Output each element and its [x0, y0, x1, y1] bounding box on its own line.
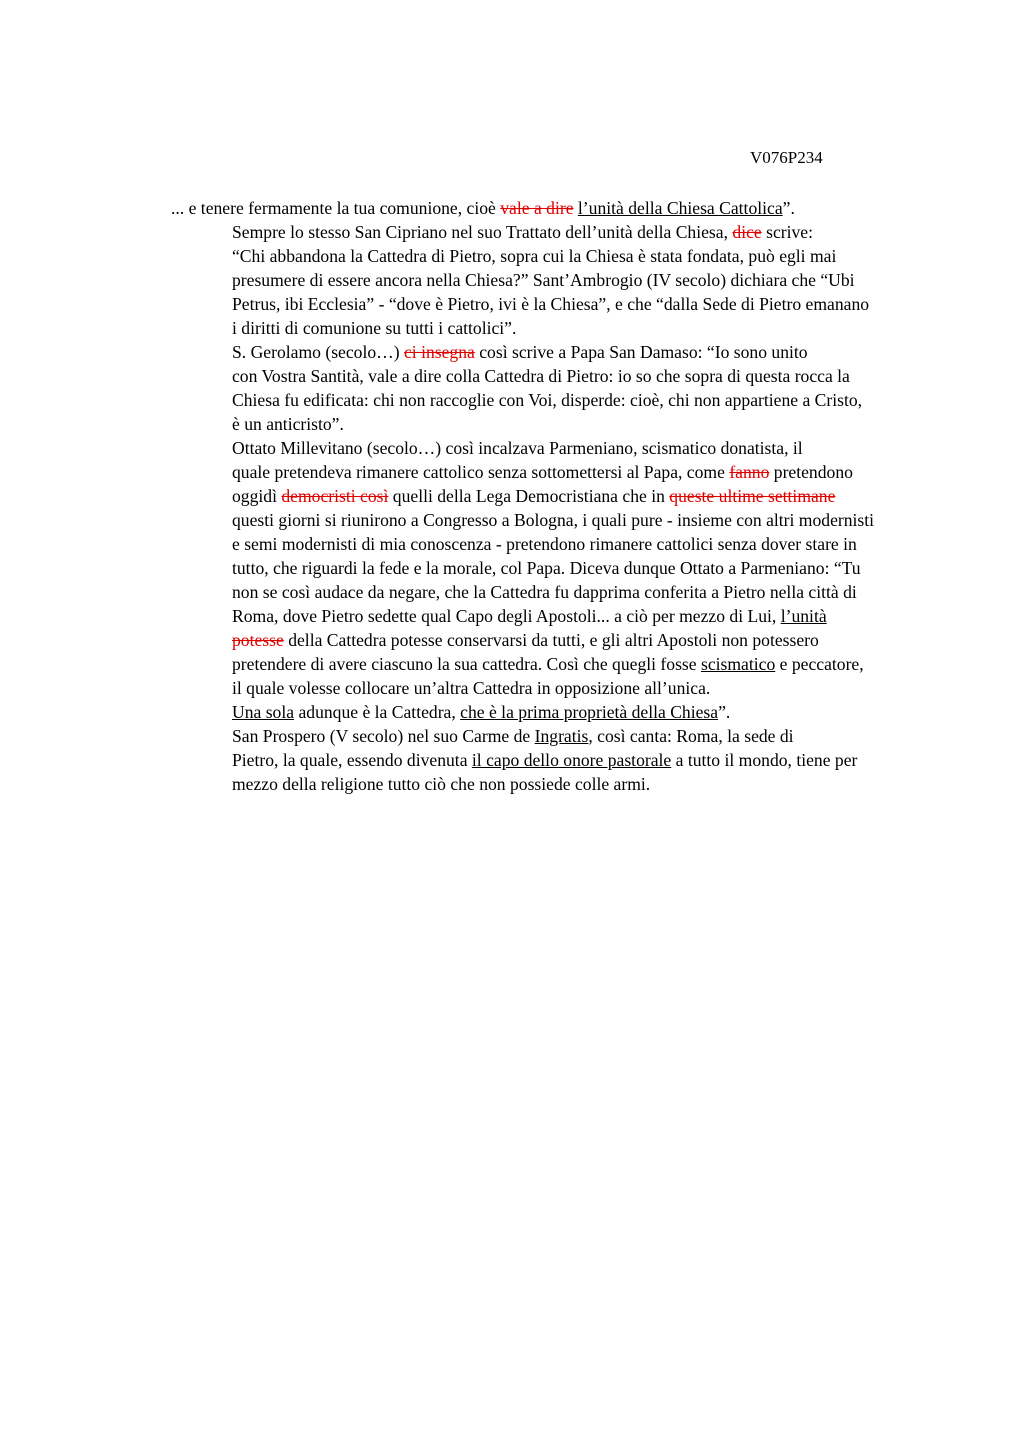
- text-run: “Chi abbandona la Cattedra di Pietro, sopra cui la Chiesa è stata fondata, può egli mai: [232, 246, 837, 266]
- text-line: [171, 748, 931, 772]
- text-run: Chiesa fu edificata: chi non raccoglie con Voi, disperde: cioè, chi non appartiene a Cristo,: [232, 390, 863, 410]
- text-line: [171, 772, 931, 796]
- text-line: [171, 196, 931, 220]
- text-run: presumere di essere ancora nella Chiesa?” Sant’Ambrogio (IV secolo) dichiara che “Ubi: [232, 270, 855, 290]
- text-run: pretendere di avere ciascuno la sua cattedra. Così che quegli fosse: [232, 654, 701, 674]
- text-run: questi giorni si riunirono a Congresso a Bologna, i quali pure - insieme con altri modernisti: [232, 510, 875, 530]
- text-run: ”.: [718, 702, 731, 722]
- text-run: quelli della Lega Democristiana che in: [388, 486, 670, 506]
- text-line: [171, 484, 931, 508]
- text-line: [171, 700, 931, 724]
- text-run: Petrus, ibi Ecclesia” - “dove è Pietro, ivi è la Chiesa”, e che “dalla Sede di Pietro emanano: [232, 294, 870, 314]
- text-run: Roma, dove Pietro sedette qual Capo degli Apostoli... a ciò per mezzo di Lui,: [232, 606, 781, 626]
- deleted-text: fanno: [729, 462, 770, 482]
- paragraph: [171, 220, 931, 340]
- deleted-text: potesse: [232, 630, 284, 650]
- text-run: S. Gerolamo (secolo…): [232, 342, 404, 362]
- text-run: , così canta: Roma, la sede di: [588, 726, 794, 746]
- text-line: [171, 652, 931, 676]
- text-run: con Vostra Santità, vale a dire colla Cattedra di Pietro: io so che sopra di questa rocca la: [232, 366, 850, 386]
- text-run: Pietro, la quale, essendo divenuta: [232, 750, 472, 770]
- text-line: [171, 460, 931, 484]
- text-line: [171, 292, 931, 316]
- underlined-text: l’unità: [780, 606, 827, 626]
- document-body: [171, 196, 931, 796]
- text-run: ... e tenere fermamente la tua comunione, cioè: [171, 198, 501, 218]
- text-run: tutto, che riguardi la fede e la morale, col Papa. Diceva dunque Ottato a Parmeniano: “Tu: [232, 558, 861, 578]
- text-line: [171, 724, 931, 748]
- page-code: V076P234: [750, 148, 823, 167]
- deleted-text: democristi così: [281, 486, 389, 506]
- text-line: [171, 316, 931, 340]
- text-run: non se così audace da negare, che la Cattedra fu dapprima conferita a Pietro nella città di: [232, 582, 857, 602]
- text-line: [171, 580, 931, 604]
- underlined-text: scismatico: [700, 654, 776, 674]
- underlined-text: Una sola: [232, 702, 295, 722]
- underlined-text: che è la prima proprietà della Chiesa: [460, 702, 719, 722]
- text-run: pretendono: [769, 462, 853, 482]
- deleted-text: ci insegna: [404, 342, 475, 362]
- text-run: e semi modernisti di mia conoscenza - pretendono rimanere cattolici senza dover stare in: [232, 534, 857, 554]
- paragraph: [171, 436, 931, 700]
- paragraph: [171, 700, 931, 724]
- underlined-text: Ingratis: [534, 726, 589, 746]
- paragraph: [171, 196, 931, 220]
- text-run: scrive:: [761, 222, 813, 242]
- deleted-text: dice: [732, 222, 762, 242]
- paragraph: [171, 340, 931, 436]
- text-run: oggidì: [232, 486, 282, 506]
- text-run: Ottato Millevitano (secolo…) così incalzava Parmeniano, scismatico donatista, il: [232, 438, 803, 458]
- text-line: [171, 604, 931, 628]
- text-run: il quale volesse collocare un’altra Cattedra in opposizione all’unica.: [232, 678, 711, 698]
- text-run: così scrive a Papa San Damaso: “Io sono unito: [474, 342, 808, 362]
- text-line: [171, 556, 931, 580]
- text-line: [171, 628, 931, 652]
- deleted-text: queste ultime settimane: [669, 486, 836, 506]
- text-line: [171, 364, 931, 388]
- underlined-text: l’unità della Chiesa Cattolica: [577, 198, 783, 218]
- text-line: [171, 220, 931, 244]
- text-line: [171, 268, 931, 292]
- text-run: è un anticristo”.: [232, 414, 344, 434]
- text-run: ”.: [782, 198, 795, 218]
- underlined-text: il capo dello onore pastorale: [471, 750, 672, 770]
- text-run: quale pretendeva rimanere cattolico senza sottomettersi al Papa, come: [232, 462, 730, 482]
- text-run: a tutto il mondo, tiene per: [671, 750, 858, 770]
- text-line: [171, 388, 931, 412]
- text-line: [171, 508, 931, 532]
- text-line: [171, 676, 931, 700]
- text-line: [171, 340, 931, 364]
- paragraph: [171, 724, 931, 796]
- text-run: della Cattedra potesse conservarsi da tutti, e gli altri Apostoli non potessero: [283, 630, 819, 650]
- text-run: Sempre lo stesso San Cipriano nel suo Trattato dell’unità della Chiesa,: [232, 222, 733, 242]
- text-run: San Prospero (V secolo) nel suo Carme de: [232, 726, 535, 746]
- text-run: adunque è la Cattedra,: [294, 702, 461, 722]
- text-line: [171, 244, 931, 268]
- text-run: mezzo della religione tutto ciò che non possiede colle armi.: [232, 774, 651, 794]
- text-line: [171, 532, 931, 556]
- text-line: [171, 436, 931, 460]
- deleted-text: vale a dire: [500, 198, 574, 218]
- text-run: e peccatore,: [775, 654, 864, 674]
- text-line: [171, 412, 931, 436]
- text-run: i diritti di comunione su tutti i cattolici”.: [232, 318, 517, 338]
